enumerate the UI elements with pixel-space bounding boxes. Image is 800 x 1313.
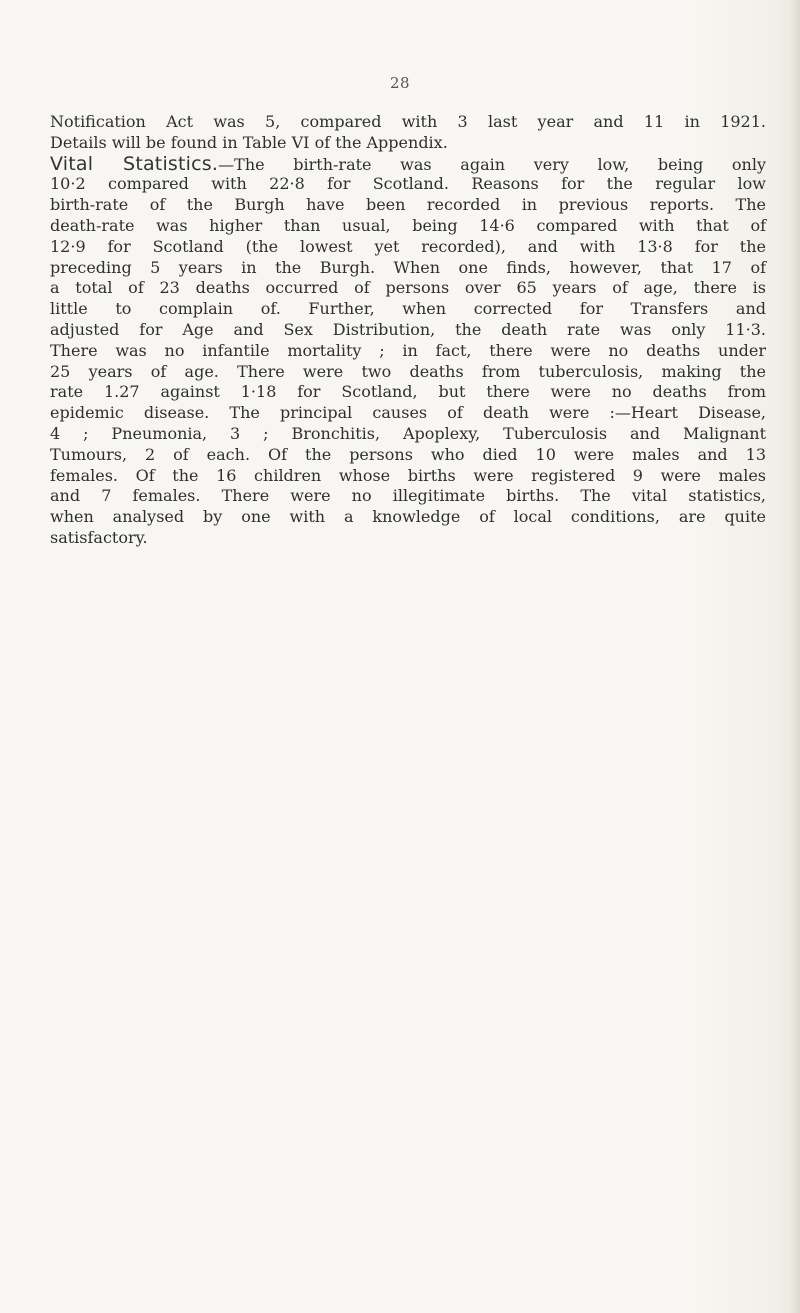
- text-line: females. Of the 16 children whose births were registered 9 were males: [50, 465, 766, 485]
- text-line: and 7 females. There were no illegitimate births. The vital statistics,: [50, 486, 766, 506]
- text-line: when analysed by one with a knowledge of local conditions, are quite: [50, 507, 766, 527]
- text-line: satisfactory.: [50, 527, 148, 547]
- text-line: There was no infantile mortality ; in fact, there were no deaths under: [50, 340, 766, 360]
- page-number: 28: [389, 74, 411, 92]
- section-heading: Vital Statistics.: [50, 152, 219, 175]
- text-line: birth-rate of the Burgh have been recorded in previous reports. The: [50, 195, 766, 215]
- text-line: little to complain of. Further, when corrected for Transfers and: [50, 299, 766, 319]
- text-line: 25 years of age. There were two deaths from tuberculosis, making the: [50, 361, 766, 381]
- text-line: Tumours, 2 of each. Of the persons who died 10 were males and 13: [50, 444, 766, 464]
- text-line: Notification Act was 5, compared with 3 last year and 11 in 1921.: [50, 112, 766, 131]
- text-line: epidemic disease. The principal causes of death were :—Heart Disease,: [50, 403, 766, 423]
- text-line: Details will be found in Table VI of the Appendix.: [50, 132, 448, 152]
- text-line: preceding 5 years in the Burgh. When one finds, however, that 17 of: [50, 257, 766, 277]
- text-line: death-rate was higher than usual, being 14·6 compared with that of: [50, 215, 766, 235]
- text-line: 12·9 for Scotland (the lowest yet recorded), and with 13·8 for the: [50, 236, 766, 256]
- text-line: rate 1.27 against 1·18 for Scotland, but there were no deaths from: [50, 382, 766, 402]
- text-line: 4 ; Pneumonia, 3 ; Bronchitis, Apoplexy, Tuberculosis and Malignant: [50, 423, 766, 443]
- page-edge-shadow: [790, 0, 800, 1313]
- text-line: 10·2 compared with 22·8 for Scotland. Reasons for the regular low: [50, 174, 766, 194]
- text-line: a total of 23 deaths occurred of persons over 65 years of age, there is: [50, 278, 766, 298]
- body-text: [50, 112, 766, 549]
- text-line-continuation: —The birth-rate was again very low, being only: [218, 154, 766, 174]
- text-line: adjusted for Age and Sex Distribution, the death rate was only 11·3.: [50, 319, 766, 339]
- text-line: [50, 154, 766, 175]
